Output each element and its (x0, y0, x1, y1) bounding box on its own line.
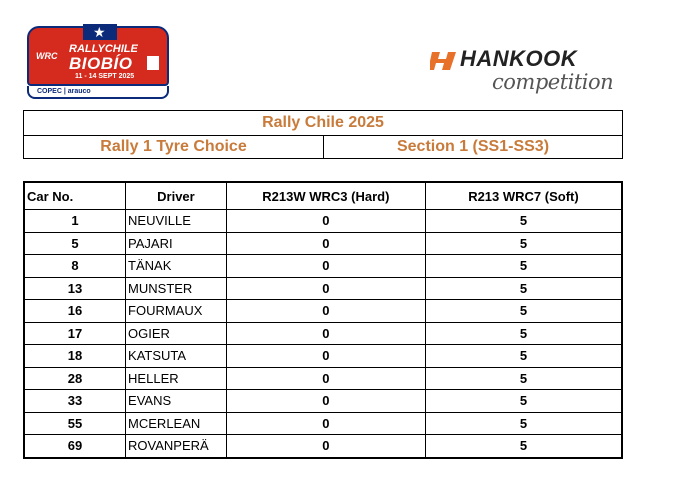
car-number: 28 (24, 367, 126, 390)
soft-count: 5 (425, 210, 622, 233)
car-number: 13 (24, 277, 126, 300)
page-title: Rally Chile 2025 (24, 111, 622, 136)
hard-count: 0 (226, 345, 425, 368)
driver-name: MCERLEAN (126, 412, 227, 435)
hard-count: 0 (226, 255, 425, 278)
driver-name: HELLER (126, 367, 227, 390)
soft-count: 5 (425, 390, 622, 413)
hard-count: 0 (226, 367, 425, 390)
hard-count: 0 (226, 412, 425, 435)
driver-name: MUNSTER (126, 277, 227, 300)
table-row (24, 255, 622, 278)
driver-name: OGIER (126, 322, 227, 345)
driver-name: NEUVILLE (126, 210, 227, 233)
driver-name: KATSUTA (126, 345, 227, 368)
soft-count: 5 (425, 300, 622, 323)
driver-name: ROVANPERÄ (126, 435, 227, 458)
column-header-hard: R213W WRC3 (Hard) (226, 182, 425, 210)
driver-name: TÄNAK (126, 255, 227, 278)
tyre-choice-label: Rally 1 Tyre Choice (24, 135, 324, 158)
driver-name: FOURMAUX (126, 300, 227, 323)
logo-sponsor-strip (27, 86, 169, 99)
hankook-logo (430, 44, 630, 96)
table-row (24, 435, 622, 458)
logo-line2: BIOBÍO (69, 54, 133, 73)
hankook-competition: competition (492, 70, 614, 94)
hard-count: 0 (226, 277, 425, 300)
soft-count: 5 (425, 277, 622, 300)
car-number: 33 (24, 390, 126, 413)
wrc-mark: WRC (36, 51, 58, 61)
soft-count: 5 (425, 412, 622, 435)
table-row (24, 210, 622, 233)
car-number: 17 (24, 322, 126, 345)
logo-dates: 11 - 14 SEPT 2025 (75, 73, 135, 80)
column-header-car-no: Car No. (24, 182, 126, 210)
car-number: 1 (24, 210, 126, 233)
header-table (23, 110, 623, 159)
driver-name: EVANS (126, 390, 227, 413)
flag-icon (147, 56, 159, 70)
driver-name: PAJARI (126, 232, 227, 255)
soft-count: 5 (425, 322, 622, 345)
tyre-choice-table (23, 181, 623, 459)
car-number: 16 (24, 300, 126, 323)
hard-count: 0 (226, 210, 425, 233)
hard-count: 0 (226, 390, 425, 413)
table-row (24, 345, 622, 368)
hard-count: 0 (226, 322, 425, 345)
table-header-row (24, 182, 622, 210)
logo-sponsors: COPEC | arauco (37, 88, 91, 95)
soft-count: 5 (425, 367, 622, 390)
car-number: 18 (24, 345, 126, 368)
hard-count: 0 (226, 232, 425, 255)
logo-line1: RALLYCHILE (69, 43, 138, 55)
table-row (24, 300, 622, 323)
rally-chile-logo (27, 26, 169, 99)
hard-count: 0 (226, 300, 425, 323)
table-row (24, 412, 622, 435)
car-number: 8 (24, 255, 126, 278)
hard-count: 0 (226, 435, 425, 458)
column-header-driver: Driver (126, 182, 227, 210)
column-header-soft: R213 WRC7 (Soft) (425, 182, 622, 210)
car-number: 5 (24, 232, 126, 255)
soft-count: 5 (425, 255, 622, 278)
hankook-wordmark: HANKOOK (460, 46, 578, 71)
soft-count: 5 (425, 435, 622, 458)
soft-count: 5 (425, 345, 622, 368)
table-row (24, 390, 622, 413)
car-number: 55 (24, 412, 126, 435)
table-row (24, 322, 622, 345)
soft-count: 5 (425, 232, 622, 255)
star-icon: ★ (93, 24, 106, 40)
hankook-h-mark-icon (430, 50, 460, 72)
car-number: 69 (24, 435, 126, 458)
table-row (24, 277, 622, 300)
table-row (24, 232, 622, 255)
table-row (24, 367, 622, 390)
section-label: Section 1 (SS1-SS3) (396, 138, 550, 155)
